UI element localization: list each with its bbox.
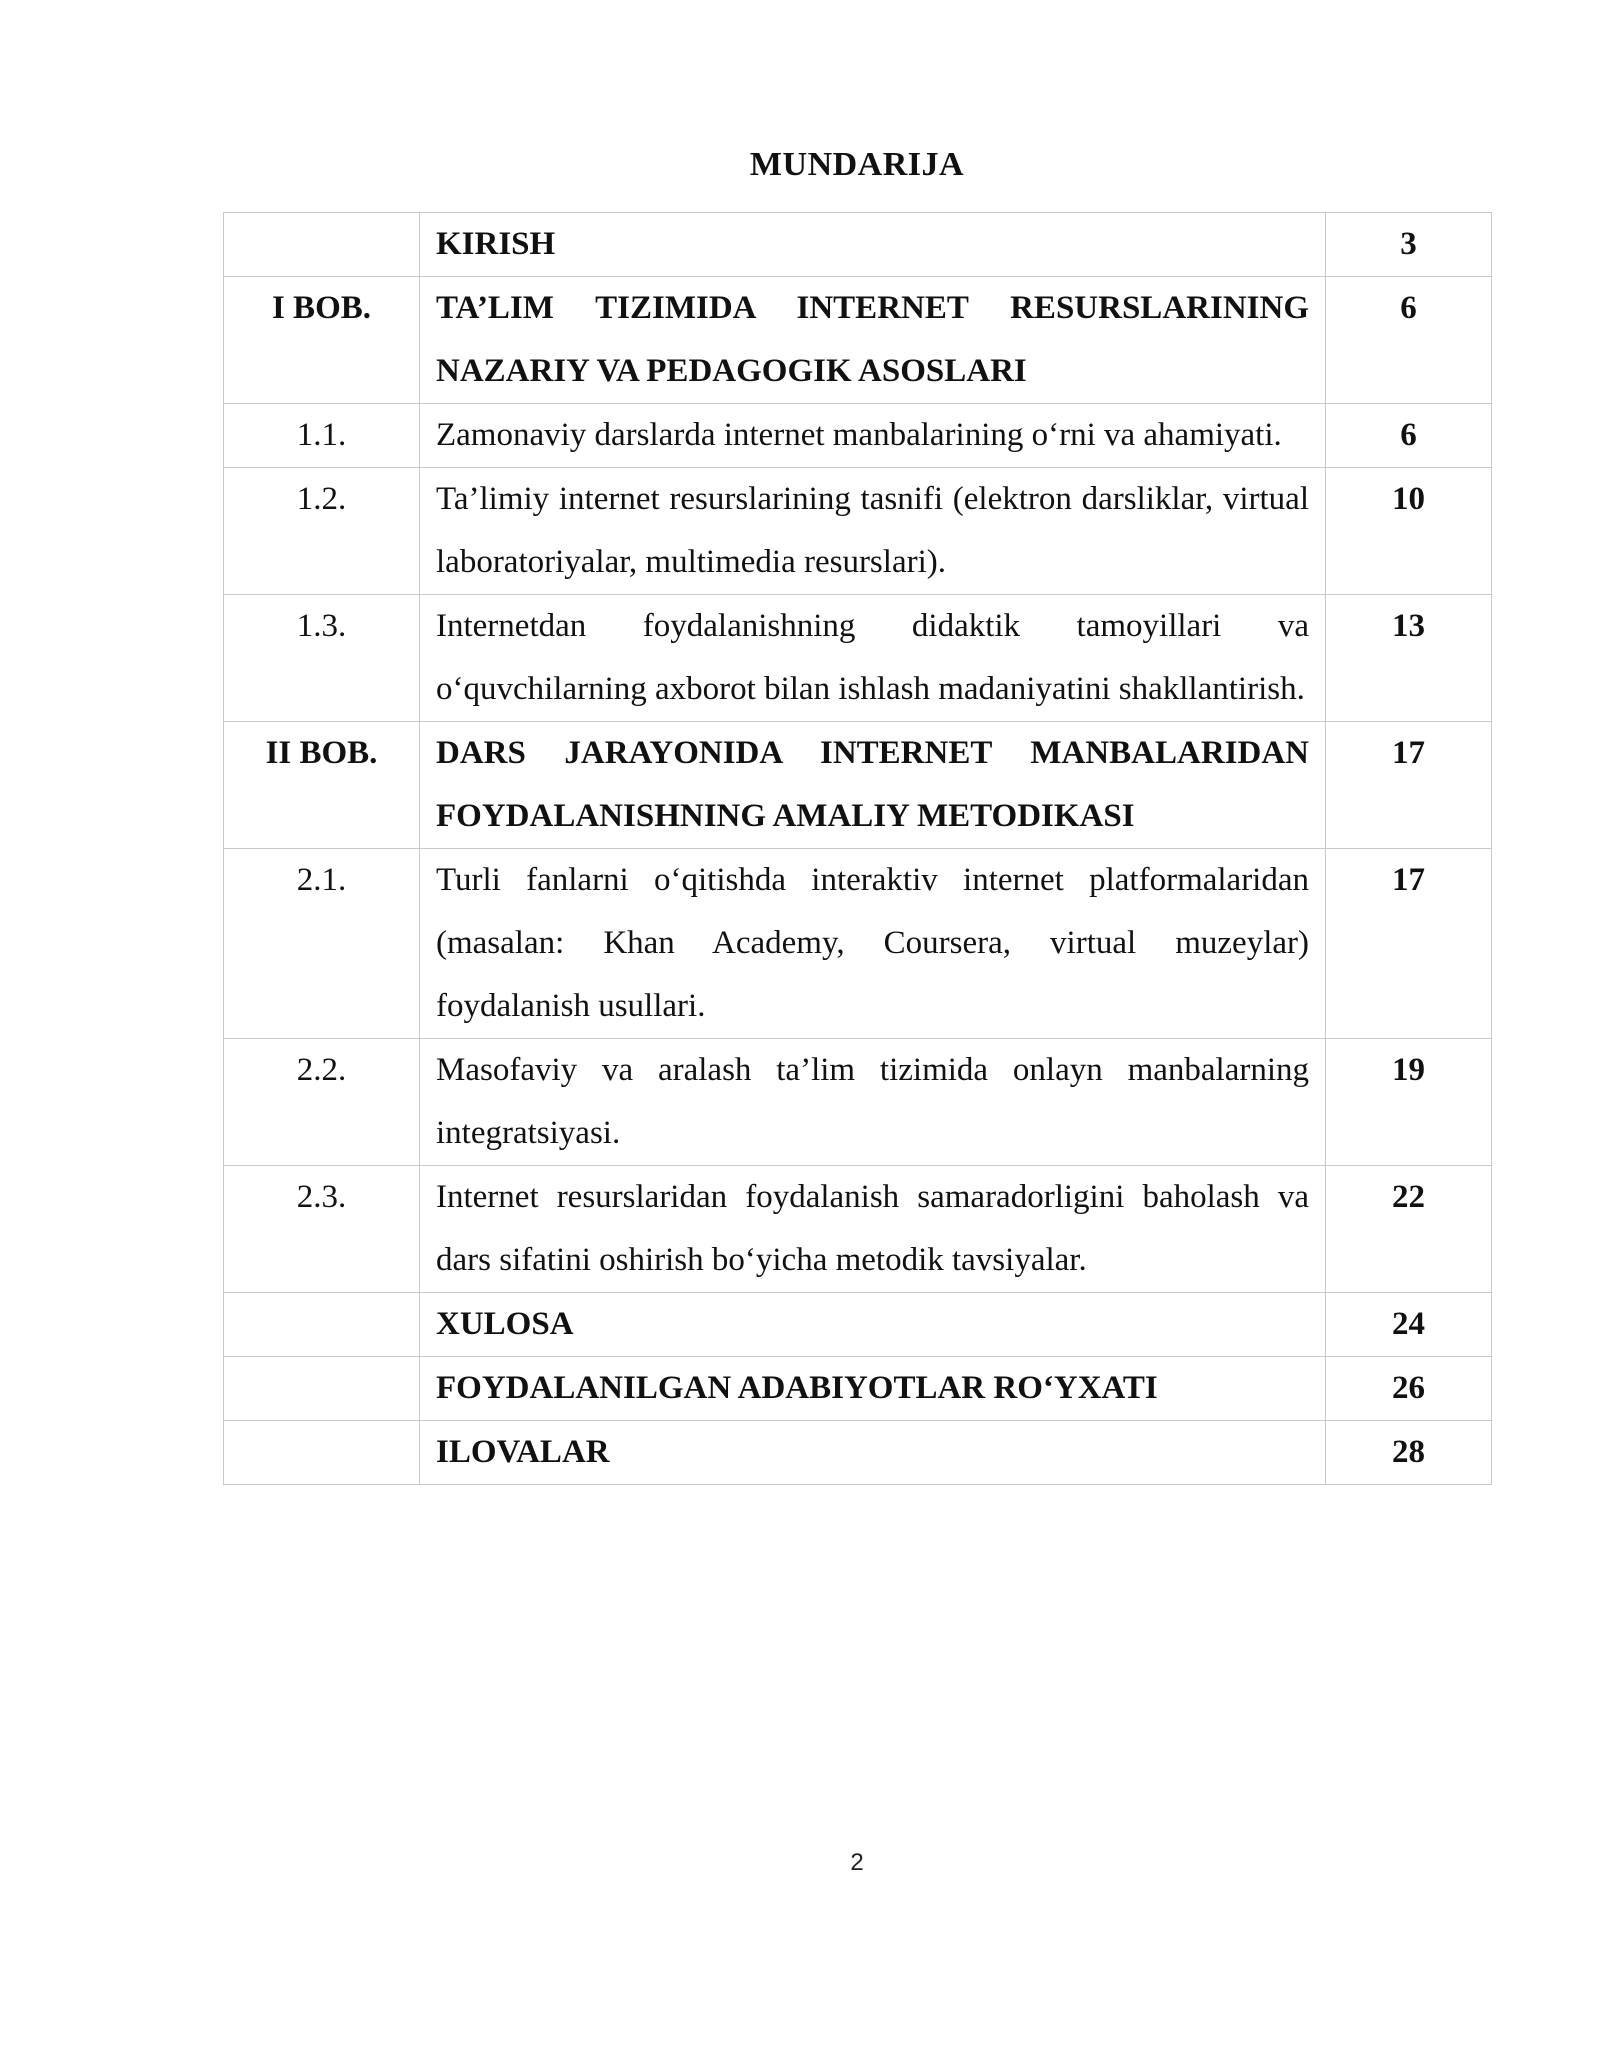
toc-row-1-3: [224, 595, 1492, 722]
toc-page-number: 26: [1326, 1357, 1492, 1421]
toc-row-chapter-1: [224, 277, 1492, 404]
toc-section-title[interactable]: Turli fanlarni o‘qitishda interaktiv internet platformalaridan (masalan: Khan Academy, Coursera, virtual muzeylar) foydalanish usullari.: [420, 849, 1326, 1039]
page-title: MUNDARIJA: [749, 146, 965, 183]
page-number: 2: [850, 1849, 864, 1876]
toc-section-number: [224, 213, 420, 277]
toc-page-number: 13: [1326, 595, 1492, 722]
toc-page-number: 28: [1326, 1421, 1492, 1485]
toc-section-number: I BOB.: [224, 277, 420, 404]
toc-section-title[interactable]: KIRISH: [420, 213, 1326, 277]
toc-row-2-1: [224, 849, 1492, 1039]
toc-page-number: 24: [1326, 1293, 1492, 1357]
toc-row-ilovalar: [224, 1421, 1492, 1485]
toc-page-number: 22: [1326, 1166, 1492, 1293]
toc-section-number: 1.1.: [224, 404, 420, 468]
toc-row-2-2: [224, 1039, 1492, 1166]
toc-section-title[interactable]: Ta’limiy internet resurslarining tasnifi (elektron darsliklar, virtual laboratoriyalar, multimedia resurslari).: [420, 468, 1326, 595]
toc-section-title[interactable]: XULOSA: [420, 1293, 1326, 1357]
toc-page-number: 19: [1326, 1039, 1492, 1166]
toc-page-number: 6: [1326, 404, 1492, 468]
toc-section-number: 1.3.: [224, 595, 420, 722]
toc-row-bibliography: [224, 1357, 1492, 1421]
toc-section-number: 1.2.: [224, 468, 420, 595]
toc-section-number: 2.2.: [224, 1039, 420, 1166]
toc-section-title[interactable]: Internetdan foydalanishning didaktik tamoyillari va o‘quvchilarning axborot bilan ishlash madaniyatini shakllantirish.: [420, 595, 1326, 722]
toc-section-number: [224, 1293, 420, 1357]
toc-page-number: 17: [1326, 722, 1492, 849]
toc-section-number: 2.3.: [224, 1166, 420, 1293]
toc-section-title[interactable]: ILOVALAR: [420, 1421, 1326, 1485]
toc-row-kirish: [224, 213, 1492, 277]
toc-page-number: 3: [1326, 213, 1492, 277]
toc-row-2-3: [224, 1166, 1492, 1293]
toc-section-number: 2.1.: [224, 849, 420, 1039]
toc-section-title[interactable]: Internet resurslaridan foydalanish samaradorligini baholash va dars sifatini oshirish bo‘yicha metodik tavsiyalar.: [420, 1166, 1326, 1293]
toc-section-title[interactable]: Masofaviy va aralash ta’lim tizimida onlayn manbalarning integratsiyasi.: [420, 1039, 1326, 1166]
table-of-contents: [223, 212, 1492, 1485]
toc-section-title[interactable]: DARS JARAYONIDA INTERNET MANBALARIDAN FOYDALANISHNING AMALIY METODIKASI: [420, 722, 1326, 849]
toc-row-1-2: [224, 468, 1492, 595]
toc-row-1-1: [224, 404, 1492, 468]
toc-row-xulosa: [224, 1293, 1492, 1357]
toc-section-title[interactable]: TA’LIM TIZIMIDA INTERNET RESURSLARINING NAZARIY VA PEDAGOGIK ASOSLARI: [420, 277, 1326, 404]
toc-section-title[interactable]: FOYDALANILGAN ADABIYOTLAR RO‘YXATI: [420, 1357, 1326, 1421]
toc-page-number: 10: [1326, 468, 1492, 595]
toc-section-number: II BOB.: [224, 722, 420, 849]
toc-page-number: 17: [1326, 849, 1492, 1039]
toc-section-title[interactable]: Zamonaviy darslarda internet manbalarining o‘rni va ahamiyati.: [420, 404, 1326, 468]
toc-section-number: [224, 1421, 420, 1485]
toc-row-chapter-2: [224, 722, 1492, 849]
toc-page-number: 6: [1326, 277, 1492, 404]
toc-section-number: [224, 1357, 420, 1421]
